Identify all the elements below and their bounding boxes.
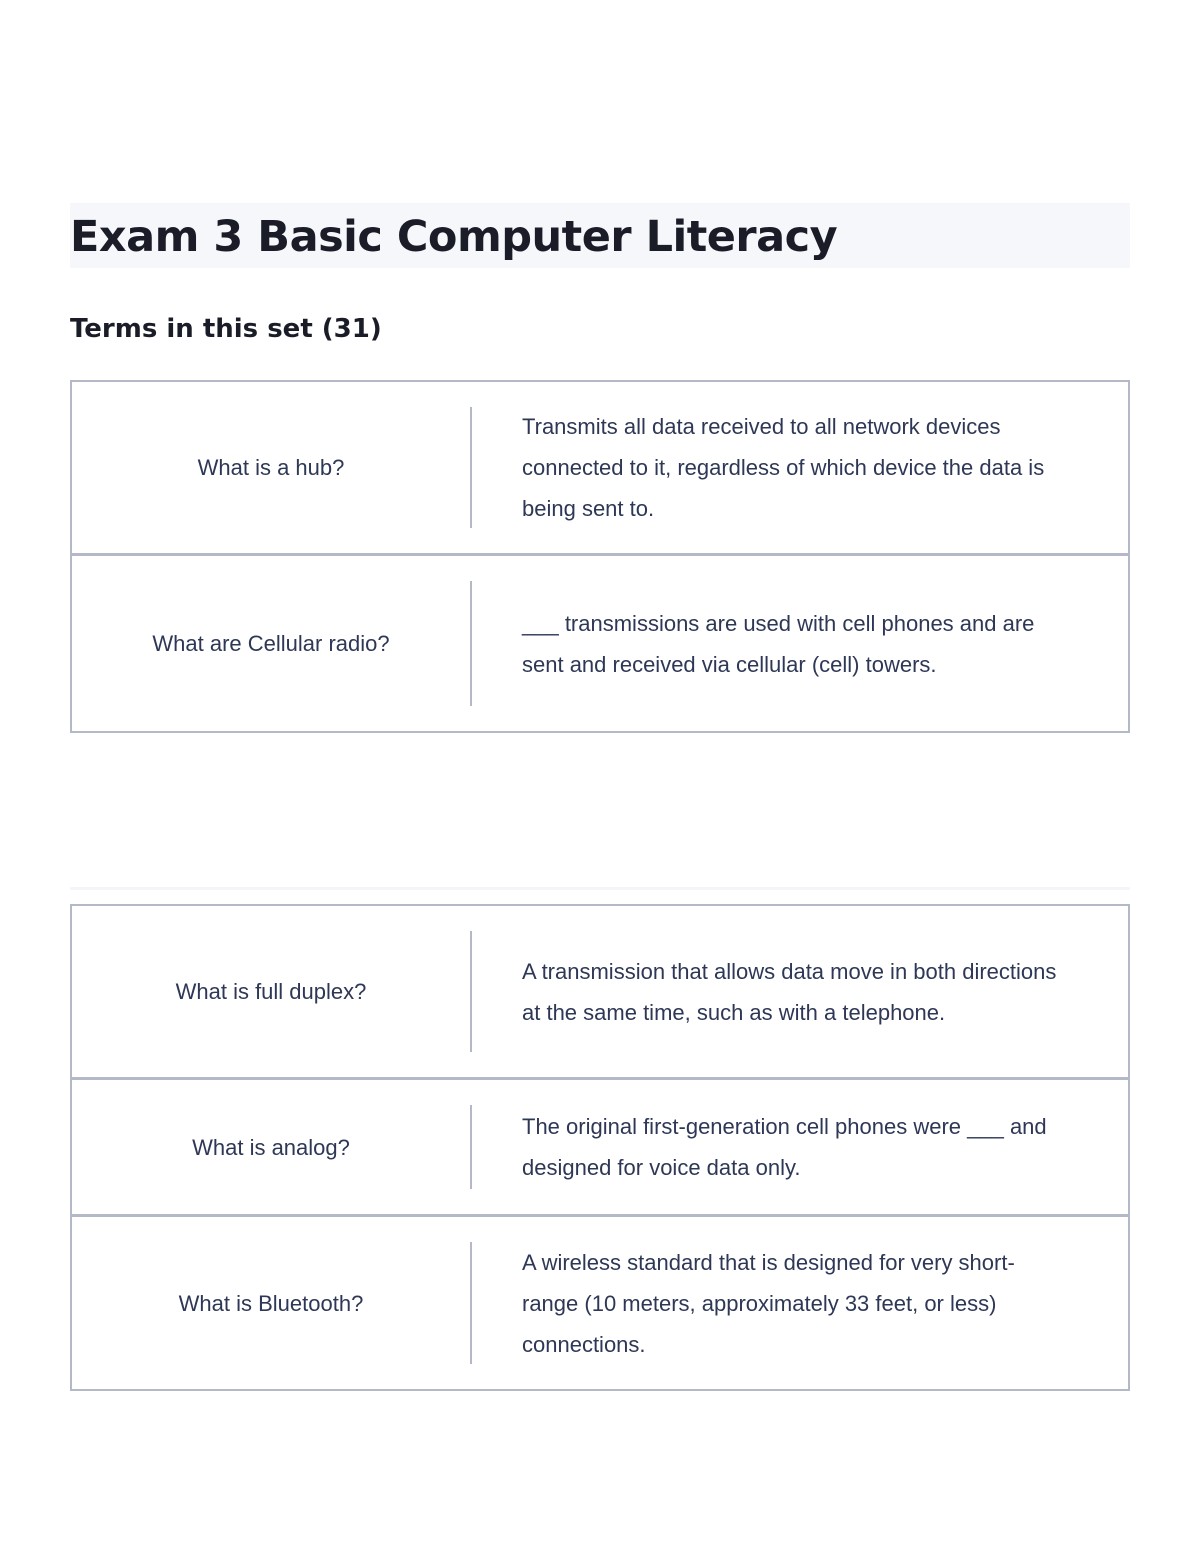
card-term: What is analog? — [192, 1134, 350, 1160]
card-term: What is Bluetooth? — [178, 1290, 364, 1316]
card-group — [70, 380, 1130, 733]
card-term: What is a hub? — [197, 455, 345, 480]
card-definition: The original first-generation cell phones were ___ and designed for voice data only. — [522, 1114, 1047, 1180]
card-definition: A transmission that allows data move in both directions at the same time, such as with a telephone. — [522, 958, 1057, 1025]
page-separator — [70, 887, 1130, 890]
card-definition: Transmits all data received to all network devices connected to it, regardless of which device the data is being sent to. — [522, 414, 1045, 521]
page-title: Exam 3 Basic Computer Literacy — [70, 212, 838, 262]
term-card[interactable] — [72, 382, 1128, 556]
card-definition: ___ transmissions are used with cell phones and are sent and received via cellular (cell) towers. — [522, 610, 1035, 677]
term-card[interactable] — [72, 906, 1128, 1080]
card-term: What are Cellular radio? — [152, 631, 390, 656]
card-definition: A wireless standard that is designed for very short- range (10 meters, approximately 33 feet, or less) connections. — [522, 1249, 1015, 1357]
card-group — [70, 904, 1130, 1391]
terms-heading: Terms in this set (31) — [70, 314, 382, 344]
term-card[interactable] — [72, 556, 1128, 731]
term-card[interactable] — [72, 1217, 1128, 1389]
card-term: What is full duplex? — [175, 979, 367, 1004]
term-card[interactable] — [72, 1080, 1128, 1217]
